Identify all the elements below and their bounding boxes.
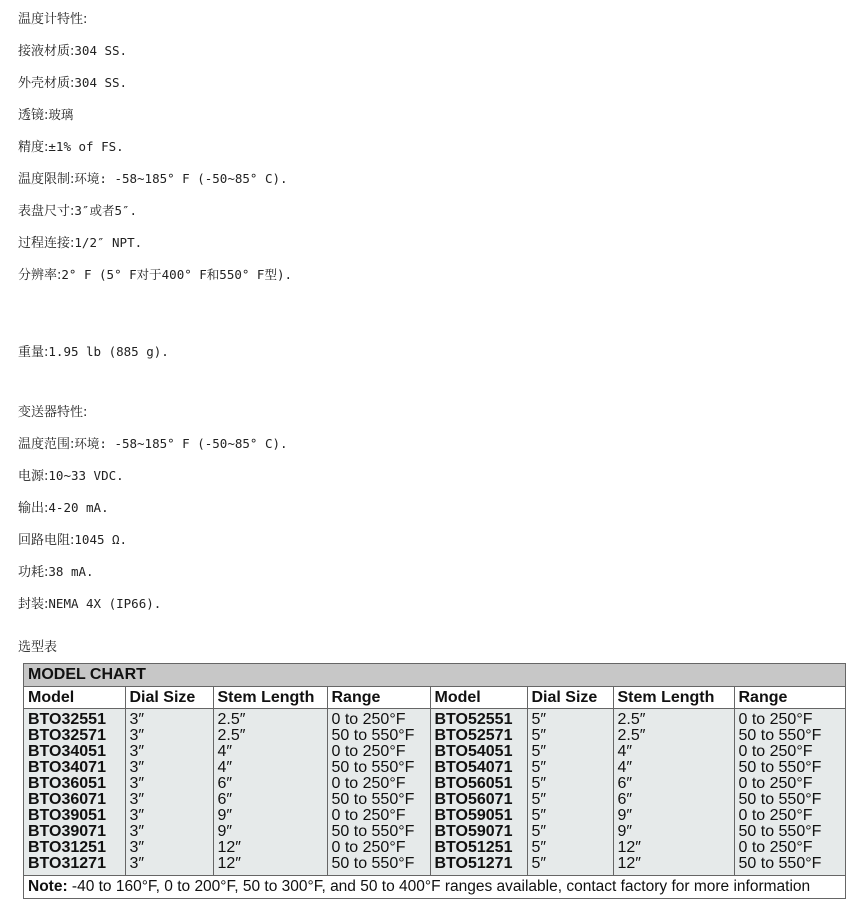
spec-label: 变送器特性:	[18, 405, 88, 420]
spec-label: 表盘尺寸:	[18, 204, 75, 219]
model-cell: BTO51251	[430, 840, 527, 856]
table-cell: 3″	[125, 744, 213, 760]
table-cell: 5″	[527, 856, 613, 875]
model-cell: BTO56051	[430, 776, 527, 792]
model-chart-title: MODEL CHART	[24, 664, 845, 687]
spec-line	[18, 529, 127, 548]
model-cell: BTO31251	[24, 840, 125, 856]
spec-label: 输出:	[18, 501, 49, 516]
spec-line	[18, 593, 161, 612]
model-cell: BTO34071	[24, 760, 125, 776]
spec-label: 外壳材质:	[18, 76, 75, 91]
spec-value: 玻璃	[48, 107, 74, 122]
table-cell: 12″	[213, 840, 327, 856]
table-cell: 0 to 250°F	[327, 776, 430, 792]
table-cell: 3″	[125, 856, 213, 875]
spec-line	[18, 200, 137, 219]
spec-line	[18, 401, 87, 420]
spec-line	[18, 40, 127, 59]
table-cell: 6″	[213, 792, 327, 808]
column-header: Range	[327, 687, 430, 709]
spec-label: 分辨率:	[18, 268, 62, 283]
column-header: Model	[24, 687, 125, 709]
column-header: Dial Size	[527, 687, 613, 709]
spec-line	[18, 104, 73, 123]
table-cell: 9″	[613, 808, 734, 824]
model-cell: BTO39051	[24, 808, 125, 824]
table-cell: 0 to 250°F	[327, 709, 430, 729]
spec-value: 1/2″ NPT.	[74, 235, 143, 250]
table-cell: 4″	[613, 744, 734, 760]
model-cell: BTO52551	[430, 709, 527, 729]
table-cell: 3″	[125, 792, 213, 808]
table-cell: 50 to 550°F	[734, 856, 845, 875]
model-cell: BTO59071	[430, 824, 527, 840]
model-cell: BTO54051	[430, 744, 527, 760]
table-cell: 5″	[527, 792, 613, 808]
table-cell: 0 to 250°F	[734, 840, 845, 856]
column-header: Dial Size	[125, 687, 213, 709]
table-cell: 9″	[613, 824, 734, 840]
table-cell: 5″	[527, 744, 613, 760]
table-row	[24, 760, 845, 776]
spec-line	[18, 232, 142, 251]
spec-line	[18, 561, 94, 580]
table-cell: 12″	[613, 856, 734, 875]
table-cell: 4″	[613, 760, 734, 776]
table-cell: 3″	[125, 760, 213, 776]
table-cell: 5″	[527, 824, 613, 840]
table-row	[24, 728, 845, 744]
model-cell: BTO32571	[24, 728, 125, 744]
spec-label: 选型表	[18, 640, 58, 655]
spec-value: 304 SS.	[74, 75, 128, 90]
table-cell: 50 to 550°F	[327, 824, 430, 840]
table-cell: 0 to 250°F	[734, 776, 845, 792]
table-row	[24, 744, 845, 760]
table-cell: 50 to 550°F	[734, 728, 845, 744]
spec-line	[18, 341, 169, 360]
table-cell: 0 to 250°F	[734, 808, 845, 824]
table-cell: 3″	[125, 776, 213, 792]
table-row	[24, 840, 845, 856]
note-text: -40 to 160°F, 0 to 200°F, 50 to 300°F, and 50 to 400°F ranges available, contact factory for more information	[67, 878, 811, 895]
table-cell: 6″	[613, 776, 734, 792]
table-cell: 50 to 550°F	[327, 760, 430, 776]
spec-value: 环境: -58~185° F (-50~85° C).	[74, 171, 288, 186]
model-chart-table	[24, 687, 845, 875]
table-cell: 0 to 250°F	[734, 744, 845, 760]
spec-line	[18, 465, 124, 484]
spec-line	[18, 497, 109, 516]
model-chart	[23, 663, 846, 899]
table-cell: 2.5″	[213, 728, 327, 744]
column-header: Model	[430, 687, 527, 709]
spec-label: 重量:	[18, 345, 49, 360]
table-row	[24, 808, 845, 824]
spec-value: 1.95 lb (885 g).	[48, 344, 169, 359]
spec-label: 功耗:	[18, 565, 49, 580]
table-cell: 3″	[125, 840, 213, 856]
spec-label: 温度计特性:	[18, 12, 88, 27]
table-cell: 2.5″	[213, 709, 327, 729]
model-cell: BTO34051	[24, 744, 125, 760]
spec-label: 电源:	[18, 469, 49, 484]
table-cell: 0 to 250°F	[734, 709, 845, 729]
spec-label: 透镜:	[18, 108, 49, 123]
spec-label: 温度范围:	[18, 437, 75, 452]
model-cell: BTO54071	[430, 760, 527, 776]
table-cell: 0 to 250°F	[327, 808, 430, 824]
table-row	[24, 856, 845, 875]
spec-line	[18, 433, 288, 452]
table-cell: 4″	[213, 760, 327, 776]
table-cell: 2.5″	[613, 709, 734, 729]
model-cell: BTO31271	[24, 856, 125, 875]
column-header: Range	[734, 687, 845, 709]
spec-line	[18, 72, 127, 91]
spec-value: 304 SS.	[74, 43, 128, 58]
table-cell: 0 to 250°F	[327, 744, 430, 760]
spec-line	[18, 136, 124, 155]
spec-value: 环境: -58~185° F (-50~85° C).	[74, 436, 288, 451]
spec-label: 封装:	[18, 597, 49, 612]
table-header-row	[24, 687, 845, 709]
chart-note	[24, 875, 845, 898]
table-cell: 3″	[125, 709, 213, 729]
model-cell: BTO36051	[24, 776, 125, 792]
spec-value: 4-20 mA.	[48, 500, 109, 515]
spec-value: NEMA 4X (IP66).	[48, 596, 162, 611]
table-cell: 50 to 550°F	[734, 792, 845, 808]
table-row	[24, 776, 845, 792]
table-cell: 3″	[125, 824, 213, 840]
table-cell: 5″	[527, 808, 613, 824]
table-cell: 5″	[527, 840, 613, 856]
table-cell: 6″	[613, 792, 734, 808]
table-row	[24, 792, 845, 808]
spec-label: 精度:	[18, 140, 49, 155]
table-cell: 4″	[213, 744, 327, 760]
spec-value: ±1% of FS.	[48, 139, 124, 154]
spec-label: 温度限制:	[18, 172, 75, 187]
column-header: Stem Length	[613, 687, 734, 709]
table-cell: 9″	[213, 824, 327, 840]
spec-value: 1045 Ω.	[74, 532, 128, 547]
spec-label: 回路电阻:	[18, 533, 75, 548]
spec-value: 2° F (5° F对于400° F和550° F型).	[61, 267, 293, 282]
spec-line	[18, 636, 57, 655]
spec-value: 3″或者5″.	[74, 203, 138, 218]
model-cell: BTO59051	[430, 808, 527, 824]
table-cell: 50 to 550°F	[327, 856, 430, 875]
table-cell: 12″	[213, 856, 327, 875]
table-cell: 0 to 250°F	[327, 840, 430, 856]
table-cell: 6″	[213, 776, 327, 792]
table-cell: 50 to 550°F	[734, 760, 845, 776]
model-cell: BTO51271	[430, 856, 527, 875]
spec-line	[18, 168, 288, 187]
table-cell: 5″	[527, 728, 613, 744]
spec-value: 38 mA.	[48, 564, 94, 579]
note-label: Note:	[28, 878, 68, 895]
spec-label: 过程连接:	[18, 236, 75, 251]
spec-line	[18, 8, 87, 27]
table-cell: 5″	[527, 760, 613, 776]
model-cell: BTO32551	[24, 709, 125, 729]
table-cell: 3″	[125, 808, 213, 824]
table-cell: 50 to 550°F	[327, 728, 430, 744]
table-row	[24, 709, 845, 729]
model-cell: BTO39071	[24, 824, 125, 840]
model-cell: BTO56071	[430, 792, 527, 808]
model-cell: BTO36071	[24, 792, 125, 808]
table-cell: 50 to 550°F	[327, 792, 430, 808]
table-cell: 9″	[213, 808, 327, 824]
table-cell: 12″	[613, 840, 734, 856]
table-cell: 3″	[125, 728, 213, 744]
spec-line	[18, 264, 292, 283]
column-header: Stem Length	[213, 687, 327, 709]
table-cell: 50 to 550°F	[734, 824, 845, 840]
table-row	[24, 824, 845, 840]
spec-value: 10~33 VDC.	[48, 468, 124, 483]
table-cell: 5″	[527, 709, 613, 729]
spec-label: 接液材质:	[18, 44, 75, 59]
table-cell: 5″	[527, 776, 613, 792]
table-cell: 2.5″	[613, 728, 734, 744]
model-cell: BTO52571	[430, 728, 527, 744]
